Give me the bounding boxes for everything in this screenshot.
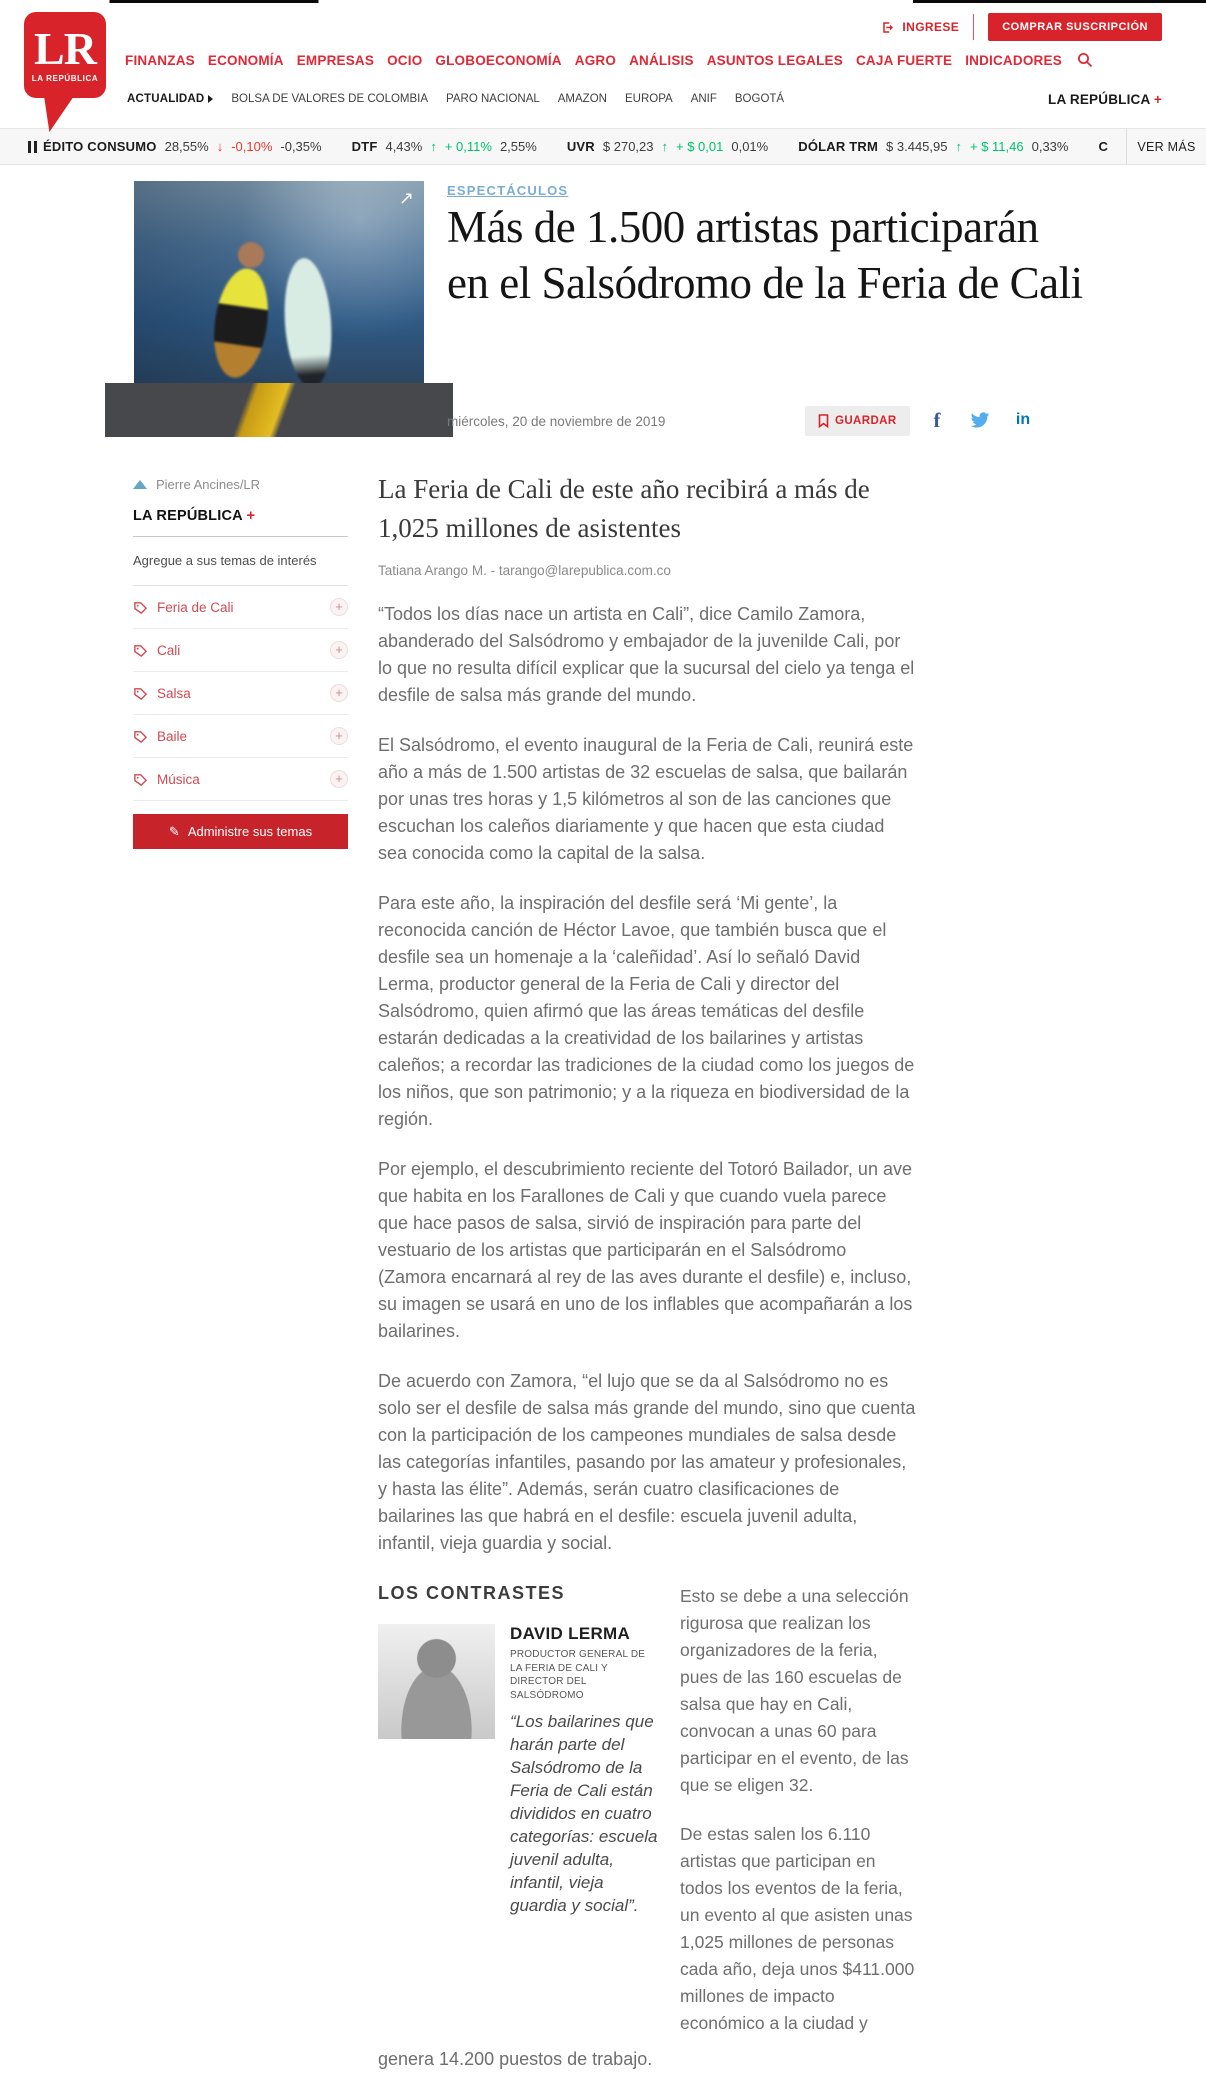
image-floor xyxy=(105,383,453,437)
collapse-caret-icon[interactable] xyxy=(133,480,147,489)
contrastes-box xyxy=(378,1583,658,2037)
expert-name: DAVID LERMA xyxy=(510,1624,631,1643)
topic-item-cali[interactable] xyxy=(133,629,348,672)
lr-logo[interactable] xyxy=(24,12,106,98)
ticker-label: DÓLAR TRM xyxy=(798,139,879,154)
dancer-figure xyxy=(280,256,335,389)
dancer-figure xyxy=(238,242,264,268)
sidebar-brand[interactable] xyxy=(133,508,348,524)
ticker-items xyxy=(43,139,1206,154)
add-topic-button[interactable]: + xyxy=(330,727,348,745)
search-icon[interactable] xyxy=(1077,52,1093,68)
tag-icon xyxy=(133,686,148,701)
sub-nav xyxy=(127,93,784,105)
lr-logo-tail xyxy=(44,96,74,132)
topbar-divider xyxy=(973,14,974,40)
login-icon xyxy=(881,20,896,35)
ticker-change: + 0,11% xyxy=(444,139,492,154)
pencil-icon: ✎ xyxy=(168,823,180,839)
paragraph: Para este año, la inspiración del desfile será ‘Mi gente’, la reconocida canción de Héctor Lavoe, que también busca que el desfile sea un homenaje a la ‘caleñidad’. Así lo señaló David Lerma, productor general de la Feria de Cali y director del Salsódromo, quien afirmó que las áreas temáticas del desfile estarán dedicadas a la creatividad de los bailarines y artistas caleños; a recordar las tradiciones de la ciudad como los juegos de los niños, que son patrimonio; y a la riqueza en biodiversidad de la región. xyxy=(378,893,915,1129)
article-image[interactable] xyxy=(134,181,424,437)
nav-item-finanzas[interactable]: FINANZAS xyxy=(125,52,195,68)
nav-item-indicadores[interactable]: INDICADORES xyxy=(965,52,1062,68)
tag-icon xyxy=(133,729,148,744)
ticker-label: DTF xyxy=(351,139,378,154)
ticker-pct: -0,35% xyxy=(280,139,322,154)
paragraph: Por ejemplo, el descubrimiento reciente del Totoró Bailador, un ave que habita en los Farallones de Cali y que cuando vuela parece que hace pasos de salsa, sirvió de inspiración para parte del vestuario de los artistas que participarán en el Salsódromo (Zamora encarnará al rey de las aves durante el desfile) e, incluso, su imagen se usará en uno de los inflables que acompañarán a los bailarines. xyxy=(378,1159,913,1341)
arrow-up-icon: ↑ xyxy=(661,139,668,154)
ticker-item-dolar-trm[interactable] xyxy=(798,139,1068,154)
nav-item-asuntos-legales[interactable]: ASUNTOS LEGALES xyxy=(706,52,843,68)
add-topic-button[interactable]: + xyxy=(330,641,348,659)
nav-item-caja-fuerte[interactable]: CAJA FUERTE xyxy=(855,52,953,68)
topic-item-salsa[interactable] xyxy=(133,672,348,715)
contrastes-heading: LOS CONTRASTES xyxy=(378,1583,566,1603)
topics-prompt: Agregue a sus temas de interés xyxy=(133,553,317,568)
ticker-pct: 2,55% xyxy=(499,139,537,154)
category-link[interactable]: ESPECTÁCULOS xyxy=(447,183,569,198)
login-link[interactable] xyxy=(881,20,959,35)
topic-label: Cali xyxy=(157,642,181,658)
subnav-item-europa[interactable]: EUROPA xyxy=(624,93,673,105)
ticker-value: 4,43% xyxy=(385,139,423,154)
la-republica-plus-label: LA REPÚBLICA xyxy=(1048,92,1150,107)
ticker-change: + $ 11,46 xyxy=(969,139,1024,154)
article-subtitle: La Feria de Cali de este año recibirá a más de 1,025 millones de asistentes xyxy=(378,474,870,543)
article-date: miércoles, 20 de noviembre de 2019 xyxy=(447,414,666,429)
paragraph: De acuerdo con Zamora, “el lujo que se da al Salsódromo no es solo ser el desfile de salsa más grande del mundo, sino que cuenta con la participación de los campeones mundiales de salsa desde las categorías infantiles, pasando por las amateur y profesionales, y hasta las élite”. Además, serán cuatro clasificaciones de bailarines las que habrá en el desfile: escuela juvenil adulta, infantil, vieja guardia y social. xyxy=(378,1371,916,1553)
tag-icon xyxy=(133,643,148,658)
add-topic-button[interactable]: + xyxy=(330,684,348,702)
sidebar-brand-label: LA REPÚBLICA xyxy=(133,508,243,524)
add-topic-button[interactable]: + xyxy=(330,770,348,788)
topic-label: Salsa xyxy=(157,685,191,701)
photo-credit xyxy=(133,477,260,492)
ticker-value: 28,55% xyxy=(164,139,209,154)
nav-item-analisis[interactable]: ANÁLISIS xyxy=(629,52,694,68)
manage-topics-button[interactable] xyxy=(133,814,348,849)
subnav-item-actualidad[interactable] xyxy=(127,93,213,105)
pause-icon[interactable] xyxy=(28,141,37,153)
subnav-item-bogota[interactable]: BOGOTÁ xyxy=(734,93,785,105)
topic-label: Feria de Cali xyxy=(157,599,234,615)
lr-logo-subtext: LA REPÚBLICA xyxy=(31,74,99,83)
ticker-label: UVR xyxy=(566,139,595,154)
topic-label: Música xyxy=(157,771,200,787)
topic-item-feria-de-cali[interactable] xyxy=(133,586,348,629)
subnav-active-label: ACTUALIDAD xyxy=(127,93,205,105)
nav-item-globoeconomia[interactable]: GLOBOECONOMÍA xyxy=(435,52,562,68)
ticker-pct: 0,01% xyxy=(731,139,769,154)
twitter-icon[interactable] xyxy=(968,408,992,432)
subnav-item-bvc[interactable]: BOLSA DE VALORES DE COLOMBIA xyxy=(231,93,429,105)
photo-credit-text: Pierre Ancines/LR xyxy=(156,477,261,492)
divider xyxy=(133,536,348,537)
side-column xyxy=(680,1583,918,2037)
topics-sidebar xyxy=(133,508,348,849)
plus-sign: + xyxy=(1153,92,1162,107)
paragraph: Esto se debe a una selección rigurosa que realizan los organizadores de la feria, pues de las 160 escuelas de salsa que hay en Cali, convocan a unas 60 para participar en el evento, de las que se eligen 32. xyxy=(680,1586,909,1795)
caret-right-icon xyxy=(208,95,213,103)
main-nav xyxy=(125,52,1093,68)
ticker-item-dtf[interactable] xyxy=(352,139,537,154)
plus-sign: + xyxy=(246,508,256,524)
subnav-item-paro-nacional[interactable]: PARO NACIONAL xyxy=(446,93,540,105)
manage-topics-label: Administre sus temas xyxy=(187,824,313,839)
ticker-pct: 0,33% xyxy=(1031,139,1069,154)
subnav-item-amazon[interactable]: AMAZON xyxy=(557,93,607,105)
tag-icon xyxy=(133,772,148,787)
ticker-item-credito-consumo[interactable] xyxy=(43,139,322,154)
article-author: Tatiana Arango M. - tarango@larepublica.com.co xyxy=(378,563,671,578)
expert-portrait xyxy=(378,1624,495,1739)
paragraph: “Todos los días nace un artista en Cali”, dice Camilo Zamora, abanderado del Salsódromo y embajador de la juvenilde Cali, por lo que no resulta difícil explicar que la sucursal del cielo ya tenga el desfile de salsa más grande del mundo. xyxy=(378,604,915,705)
linkedin-icon[interactable]: in xyxy=(1015,411,1031,428)
contrastes-section xyxy=(378,1583,918,2037)
social-share xyxy=(925,408,1035,432)
add-topic-button[interactable]: + xyxy=(330,598,348,616)
ticker-value: $ 3.445,95 xyxy=(886,139,948,154)
bookmark-icon xyxy=(818,414,829,428)
nav-item-economia[interactable]: ECONOMÍA xyxy=(207,52,284,68)
save-label: GUARDAR xyxy=(835,415,897,427)
dancer-figure xyxy=(208,265,275,381)
tag-icon xyxy=(133,600,148,615)
market-ticker xyxy=(0,128,1206,165)
paragraph: El Salsódromo, el evento inaugural de la Feria de Cali, reunirá este año a más de 1.500 artistas de 32 escuelas de salsa, que bailarán por unas tres horas y 1,5 kilómetros al son de las canciones que escuchan los caleños diariamente y que hacen que esta ciudad sea conocida como la capital de la salsa. xyxy=(378,735,914,863)
ticker-change: + $ 0,01 xyxy=(676,139,724,154)
topic-item-musica[interactable] xyxy=(133,758,348,801)
ticker-item-uvr[interactable] xyxy=(567,139,768,154)
save-button[interactable] xyxy=(805,406,910,436)
lr-logo-text: LR xyxy=(34,23,96,74)
topbar-right xyxy=(881,13,1162,41)
expert-info xyxy=(510,1624,658,1917)
arrow-up-icon: ↑ xyxy=(430,139,437,154)
paragraph: genera 14.200 puestos de trabajo. xyxy=(378,2049,653,2069)
expert-role: PRODUCTOR GENERAL DE LA FERIA DE CALI Y DIRECTOR DEL SALSÓDROMO xyxy=(510,1649,646,1701)
expand-arrow-icon[interactable]: ↗ xyxy=(398,188,414,208)
expert-quote: “Los bailarines que harán parte del Salsódromo de la Feria de Cali están divididos en cuatro categorías: escuela juvenil adulta, infantil, vieja guardia y social”. xyxy=(510,1712,658,1915)
paragraph: De estas salen los 6.110 artistas que participan en todos los eventos de la feria, un evento al que asisten unas 1,025 millones de personas cada año, deja unos $411.000 millones de impacto económico a la ciudad y xyxy=(680,1824,915,2033)
ticker-label: ÉDITO CONSUMO xyxy=(43,139,157,154)
arrow-down-icon: ↓ xyxy=(216,139,224,154)
topic-label: Baile xyxy=(157,728,188,744)
ticker-label-partial: C xyxy=(1098,139,1109,154)
nav-item-empresas[interactable]: EMPRESAS xyxy=(296,52,375,68)
subscribe-button[interactable]: COMPRAR SUSCRIPCIÓN xyxy=(988,13,1162,41)
la-republica-plus-link[interactable] xyxy=(1048,92,1162,107)
topic-item-baile[interactable] xyxy=(133,715,348,758)
nav-item-agro[interactable]: AGRO xyxy=(574,52,617,68)
ticker-item-partial xyxy=(1098,139,1108,154)
ver-mas-button[interactable]: VER MÁS xyxy=(1126,129,1206,164)
subnav-item-anif[interactable]: ANIF xyxy=(690,93,717,105)
login-label: INGRESE xyxy=(902,20,960,34)
ticker-change: -0,10% xyxy=(231,139,273,154)
nav-item-ocio[interactable]: OCIO xyxy=(387,52,423,68)
facebook-icon[interactable]: f xyxy=(933,407,941,432)
ticker-value: $ 270,23 xyxy=(602,139,654,154)
article-body xyxy=(378,470,918,2073)
article-title: Más de 1.500 artistas participarán en el Salsódromo de la Feria de Cali xyxy=(447,202,1083,308)
loading-bar xyxy=(0,0,1206,3)
arrow-up-icon: ↑ xyxy=(955,139,962,154)
